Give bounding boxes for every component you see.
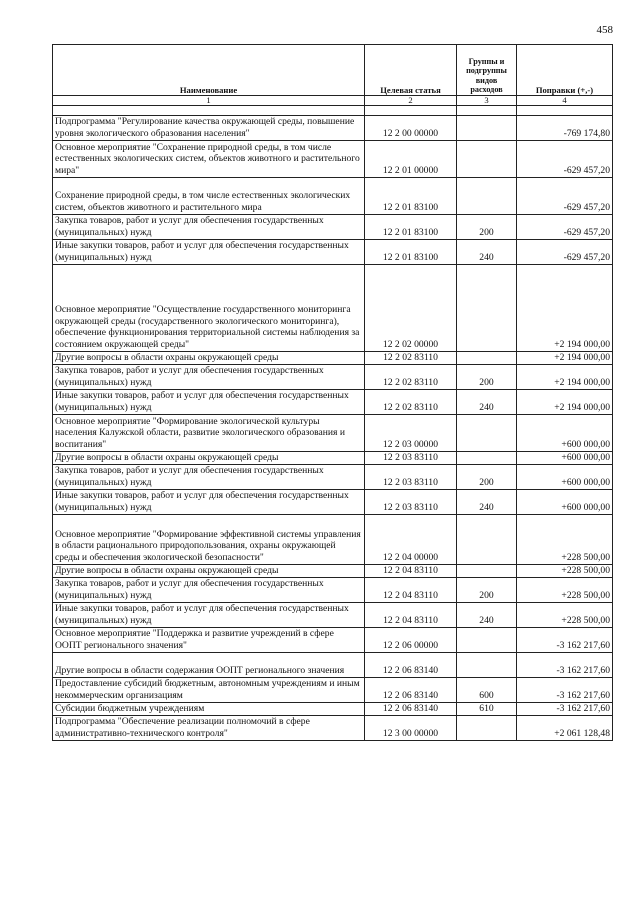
table-row — [53, 628, 613, 653]
row-name: Основное мероприятие "Формирование экологической культуры населения Калужской области, развитие экологического образования и воспитания" — [53, 415, 365, 452]
row-name: Закупка товаров, работ и услуг для обеспечения государственных (муниципальных) нужд — [53, 215, 365, 240]
row-expense-group — [457, 716, 517, 741]
row-expense-group — [457, 116, 517, 141]
table-row — [53, 490, 613, 515]
row-expense-group — [457, 653, 517, 678]
row-target-code: 12 2 04 83110 — [365, 603, 457, 628]
table-row — [53, 352, 613, 365]
row-expense-group: 240 — [457, 603, 517, 628]
row-amount: -769 174,80 — [517, 116, 613, 141]
row-name: Другие вопросы в области охраны окружающей среды — [53, 565, 365, 578]
row-amount: +2 194 000,00 — [517, 352, 613, 365]
row-target-code: 12 2 03 00000 — [365, 415, 457, 452]
row-name: Основное мероприятие "Сохранение природной среды, в том числе естественных экологических систем, объектов животного и растительного мира" — [53, 141, 365, 178]
row-target-code: 12 2 06 83140 — [365, 678, 457, 703]
column-number: 2 — [365, 96, 457, 106]
row-expense-group — [457, 565, 517, 578]
table-row — [53, 452, 613, 465]
row-expense-group: 240 — [457, 390, 517, 415]
row-expense-group — [457, 452, 517, 465]
table-row — [53, 265, 613, 352]
table-row — [53, 678, 613, 703]
row-amount: +2 061 128,48 — [517, 716, 613, 741]
row-amount: -3 162 217,60 — [517, 628, 613, 653]
row-amount: +2 194 000,00 — [517, 365, 613, 390]
row-target-code: 12 2 00 00000 — [365, 116, 457, 141]
table-row — [53, 465, 613, 490]
page-number: 458 — [596, 24, 613, 36]
row-amount: -629 457,20 — [517, 178, 613, 215]
row-name: Предоставление субсидий бюджетным, автономным учреждениям и иным некоммерческим организациям — [53, 678, 365, 703]
row-expense-group — [457, 352, 517, 365]
table-row — [53, 178, 613, 215]
row-name: Закупка товаров, работ и услуг для обеспечения государственных (муниципальных) нужд — [53, 578, 365, 603]
row-name: Иные закупки товаров, работ и услуг для обеспечения государственных (муниципальных) нужд — [53, 390, 365, 415]
row-amount: -3 162 217,60 — [517, 703, 613, 716]
row-target-code: 12 2 04 00000 — [365, 515, 457, 565]
row-expense-group — [457, 415, 517, 452]
table-row — [53, 515, 613, 565]
row-target-code: 12 2 02 83110 — [365, 352, 457, 365]
row-amount: -629 457,20 — [517, 240, 613, 265]
spacer-row — [53, 106, 613, 116]
row-amount: +600 000,00 — [517, 465, 613, 490]
row-expense-group: 610 — [457, 703, 517, 716]
table-row — [53, 603, 613, 628]
row-amount: -3 162 217,60 — [517, 653, 613, 678]
row-target-code: 12 2 01 00000 — [365, 141, 457, 178]
row-amount: +228 500,00 — [517, 603, 613, 628]
row-name: Закупка товаров, работ и услуг для обеспечения государственных (муниципальных) нужд — [53, 365, 365, 390]
row-expense-group — [457, 628, 517, 653]
row-expense-group — [457, 265, 517, 352]
table-row — [53, 215, 613, 240]
row-name: Закупка товаров, работ и услуг для обеспечения государственных (муниципальных) нужд — [53, 465, 365, 490]
row-target-code: 12 2 02 83110 — [365, 365, 457, 390]
column-number: 3 — [457, 96, 517, 106]
row-amount: -629 457,20 — [517, 141, 613, 178]
row-target-code: 12 2 04 83110 — [365, 578, 457, 603]
row-name: Другие вопросы в области охраны окружающей среды — [53, 352, 365, 365]
header-target-article: Целевая статья — [365, 45, 457, 96]
table-row — [53, 653, 613, 678]
row-target-code: 12 2 03 83110 — [365, 490, 457, 515]
header-name: Наименование — [53, 45, 365, 96]
row-name: Сохранение природной среды, в том числе естественных экологических систем, объектов животного и растительного мира — [53, 178, 365, 215]
row-target-code: 12 2 02 00000 — [365, 265, 457, 352]
column-number: 4 — [517, 96, 613, 106]
row-name: Иные закупки товаров, работ и услуг для обеспечения государственных (муниципальных) нужд — [53, 603, 365, 628]
table-row — [53, 390, 613, 415]
table-header-row — [53, 45, 613, 96]
row-amount: +600 000,00 — [517, 415, 613, 452]
row-expense-group — [457, 515, 517, 565]
row-amount: +2 194 000,00 — [517, 265, 613, 352]
header-expense-groups: Группы и подгруппы видов расходов — [457, 45, 517, 96]
row-target-code: 12 3 00 00000 — [365, 716, 457, 741]
row-amount: -3 162 217,60 — [517, 678, 613, 703]
row-expense-group: 240 — [457, 490, 517, 515]
row-target-code: 12 2 03 83110 — [365, 465, 457, 490]
row-name: Другие вопросы в области содержания ООПТ регионального значения — [53, 653, 365, 678]
table-row — [53, 565, 613, 578]
table-row — [53, 365, 613, 390]
row-name: Основное мероприятие "Поддержка и развитие учреждений в сфере ООПТ регионального значения" — [53, 628, 365, 653]
table-row — [53, 141, 613, 178]
row-expense-group: 200 — [457, 215, 517, 240]
row-target-code: 12 2 01 83100 — [365, 178, 457, 215]
row-amount: +600 000,00 — [517, 452, 613, 465]
row-amount: +2 194 000,00 — [517, 390, 613, 415]
row-expense-group — [457, 141, 517, 178]
row-target-code: 12 2 02 83110 — [365, 390, 457, 415]
row-target-code: 12 2 06 83140 — [365, 653, 457, 678]
table-row — [53, 578, 613, 603]
row-expense-group — [457, 178, 517, 215]
budget-amendments-table — [52, 44, 613, 741]
row-name: Основное мероприятие "Осуществление государственного мониторинга окружающей среды (государственного экологического мониторинга), обеспечение функционирования территориальной системы наблюдения за состоянием окружающей среды" — [53, 265, 365, 352]
table-body — [53, 106, 613, 741]
table-row — [53, 716, 613, 741]
row-expense-group: 200 — [457, 578, 517, 603]
row-amount: -629 457,20 — [517, 215, 613, 240]
column-numbers-row — [53, 96, 613, 106]
row-target-code: 12 2 01 83100 — [365, 240, 457, 265]
table-row — [53, 703, 613, 716]
row-amount: +228 500,00 — [517, 565, 613, 578]
row-name: Другие вопросы в области охраны окружающей среды — [53, 452, 365, 465]
row-name: Подпрограмма "Регулирование качества окружающей среды, повышение уровня экологического образования населения" — [53, 116, 365, 141]
row-name: Иные закупки товаров, работ и услуг для обеспечения государственных (муниципальных) нужд — [53, 240, 365, 265]
row-expense-group: 200 — [457, 365, 517, 390]
row-amount: +228 500,00 — [517, 515, 613, 565]
row-expense-group: 240 — [457, 240, 517, 265]
row-name: Основное мероприятие "Формирование эффективной системы управления в области рационального природопользования, охраны окружающей среды и обеспечения экологической безопасности" — [53, 515, 365, 565]
row-target-code: 12 2 01 83100 — [365, 215, 457, 240]
row-expense-group: 200 — [457, 465, 517, 490]
table-row — [53, 240, 613, 265]
row-target-code: 12 2 04 83110 — [365, 565, 457, 578]
row-expense-group: 600 — [457, 678, 517, 703]
row-name: Иные закупки товаров, работ и услуг для обеспечения государственных (муниципальных) нужд — [53, 490, 365, 515]
row-name: Подпрограмма "Обеспечение реализации полномочий в сфере административно-технического контроля" — [53, 716, 365, 741]
header-amendments: Поправки (+,-) — [517, 45, 613, 96]
table-row — [53, 116, 613, 141]
row-target-code: 12 2 06 00000 — [365, 628, 457, 653]
row-amount: +600 000,00 — [517, 490, 613, 515]
row-name: Субсидии бюджетным учреждениям — [53, 703, 365, 716]
row-target-code: 12 2 06 83140 — [365, 703, 457, 716]
row-amount: +228 500,00 — [517, 578, 613, 603]
row-target-code: 12 2 03 83110 — [365, 452, 457, 465]
table-row — [53, 415, 613, 452]
column-number: 1 — [53, 96, 365, 106]
